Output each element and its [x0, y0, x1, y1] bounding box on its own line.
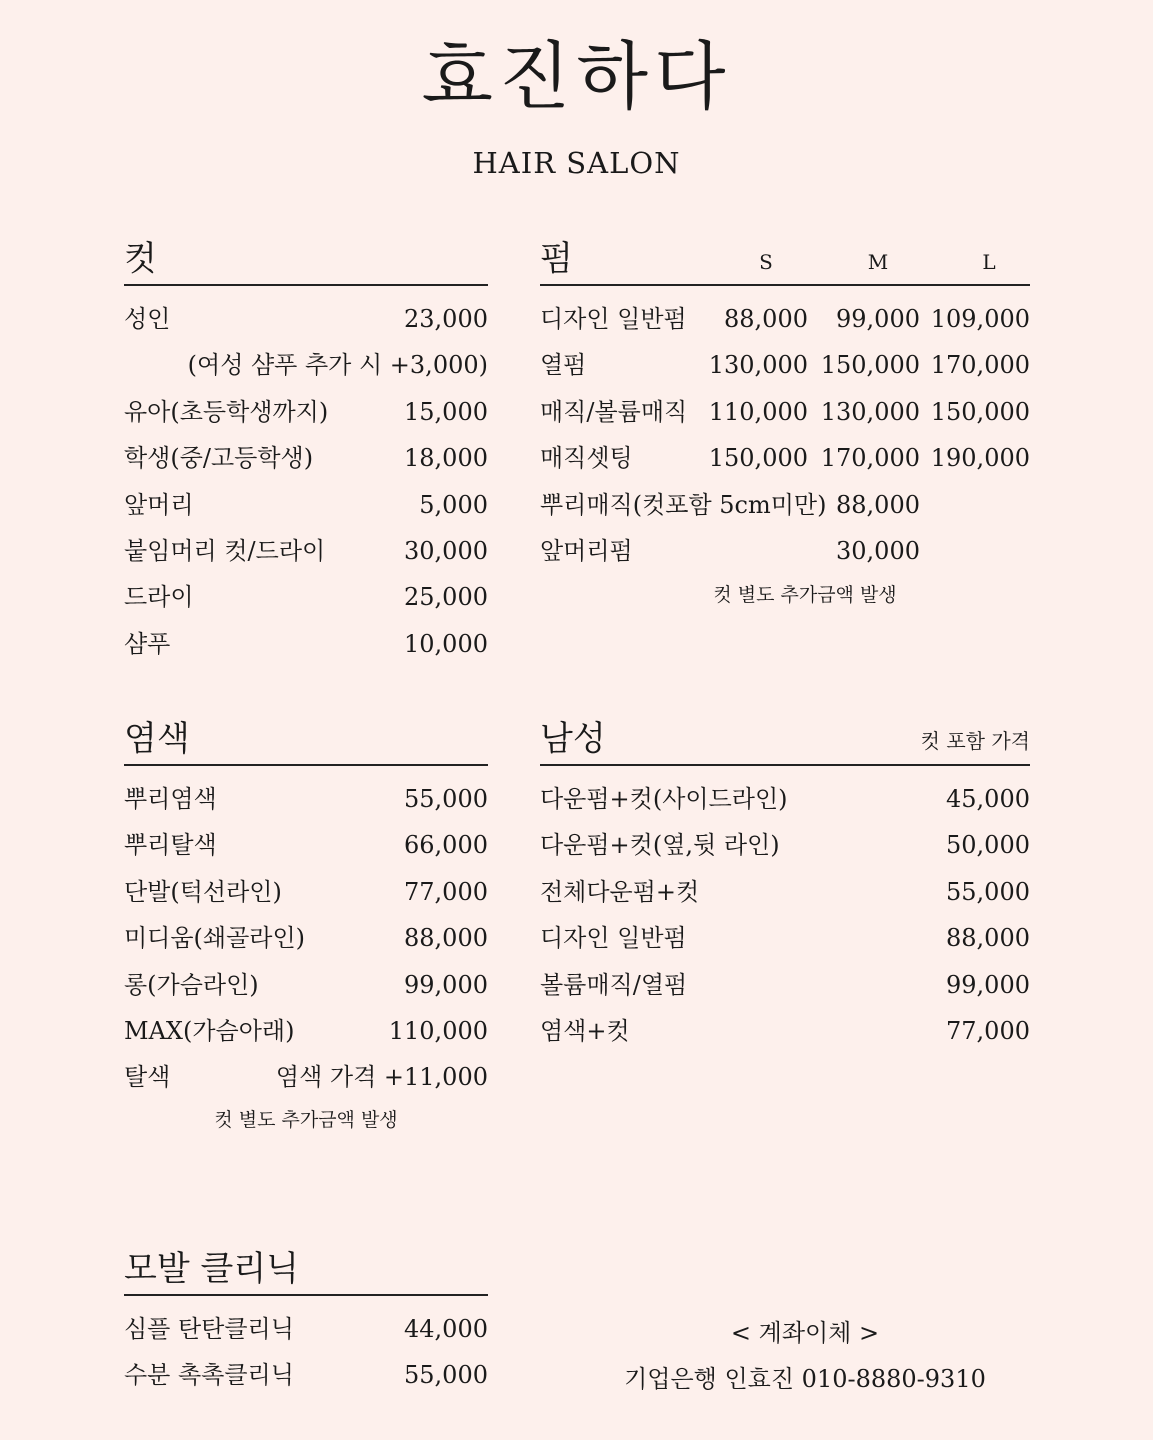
perm-price-m: 130,000 [820, 397, 920, 426]
color-item-label: MAX(가슴아래) [124, 1016, 295, 1045]
men-item-label: 전체다운펌+컷 [540, 877, 700, 906]
men-item-price: 88,000 [946, 924, 1030, 953]
cut-item-price: 18,000 [404, 444, 488, 473]
color-item [124, 877, 488, 923]
cut-item-price: 15,000 [404, 397, 488, 426]
clinic-item-label: 심플 탄탄클리닉 [124, 1315, 294, 1343]
cut-item-price: 25,000 [404, 583, 488, 612]
cut-title: 컷 [124, 239, 157, 279]
color-item-price: 110,000 [388, 1016, 488, 1045]
cut-item-label: 붙임머리 컷/드라이 [124, 536, 326, 565]
cut-item [124, 490, 488, 536]
perm-item-label: 매직셋팅 [540, 444, 633, 473]
perm-price-m: 88,000 [836, 490, 920, 519]
cut-item [124, 629, 488, 675]
men-item [540, 877, 1030, 923]
cut-list [124, 304, 488, 675]
cut-item [124, 397, 488, 443]
size-label-m: M [867, 250, 889, 274]
color-section [124, 708, 488, 1132]
perm-item-label: 매직/볼륨매직 [540, 397, 688, 426]
perm-price-l: 150,000 [930, 397, 1030, 426]
perm-price-m: 170,000 [820, 444, 920, 473]
cut-item [124, 582, 488, 628]
cut-item [124, 536, 488, 582]
color-item-price: 66,000 [404, 831, 488, 860]
perm-item [540, 350, 1030, 396]
cut-item-price: (여성 샴푸 추가 시 +3,000) [187, 351, 488, 380]
color-item-price: 99,000 [404, 970, 488, 999]
color-item [124, 1016, 488, 1062]
men-item-price: 77,000 [946, 1016, 1030, 1045]
color-list [124, 784, 488, 1109]
perm-price-m: 99,000 [836, 305, 920, 333]
men-item-price: 99,000 [946, 970, 1030, 999]
cut-section [124, 228, 488, 675]
men-item-label: 다운펌+컷(옆,뒷 라인) [540, 831, 780, 860]
men-item-label: 염색+컷 [540, 1016, 630, 1045]
color-item-price: 77,000 [404, 877, 488, 906]
perm-item [540, 397, 1030, 443]
cut-item-label: 샴푸 [124, 629, 171, 658]
clinic-item-price: 55,000 [404, 1361, 488, 1390]
men-list [540, 784, 1030, 1062]
color-header [124, 708, 488, 766]
color-item-label: 뿌리탈색 [124, 831, 217, 860]
account-info: 기업은행 인효진 010-8880-9310 [624, 1365, 986, 1393]
perm-title: 펌 [540, 239, 573, 279]
clinic-section [124, 1238, 488, 1407]
size-label-s: S [759, 250, 773, 274]
perm-item-label: 열펌 [540, 351, 587, 380]
cut-item-label: 학생(중/고등학생) [124, 444, 314, 473]
perm-item [540, 490, 1030, 536]
cut-item [124, 350, 488, 396]
color-note: 컷 별도 추가금액 발생 [214, 1108, 398, 1131]
perm-price-s: 150,000 [708, 444, 808, 473]
salon-title: 효진하다 [421, 34, 732, 120]
men-title: 남성 [540, 719, 606, 759]
cut-item-price: 5,000 [419, 490, 488, 519]
color-item-price: 88,000 [404, 924, 488, 953]
color-item-price: 염색 가격 +11,000 [275, 1063, 488, 1092]
men-section [540, 708, 1030, 1062]
clinic-title: 모발 클리닉 [124, 1249, 300, 1289]
color-item-label: 탈색 [124, 1063, 171, 1092]
perm-price-l: 170,000 [930, 351, 1030, 380]
men-item-label: 볼륨매직/열펌 [540, 970, 688, 999]
perm-price-m: 150,000 [820, 351, 920, 380]
color-item [124, 830, 488, 876]
perm-list [540, 304, 1030, 582]
perm-price-l: 190,000 [930, 444, 1030, 473]
perm-price-m: 30,000 [836, 536, 920, 565]
men-item [540, 784, 1030, 830]
clinic-item [124, 1314, 488, 1360]
color-item [124, 784, 488, 830]
color-item-label: 롱(가슴라인) [124, 970, 259, 999]
men-item [540, 923, 1030, 969]
cut-item-label: 성인 [124, 305, 171, 333]
perm-item-label: 앞머리펌 [540, 536, 633, 565]
cut-header [124, 228, 488, 286]
men-item [540, 830, 1030, 876]
perm-item [540, 304, 1030, 350]
men-item-price: 55,000 [946, 877, 1030, 906]
perm-price-s: 110,000 [708, 397, 808, 426]
account-heading: < 계좌이체 > [730, 1319, 880, 1347]
men-item-label: 디자인 일반펌 [540, 924, 687, 953]
men-item [540, 970, 1030, 1016]
color-item [124, 1062, 488, 1108]
perm-section [540, 228, 1030, 607]
men-item-label: 다운펌+컷(사이드라인) [540, 785, 788, 813]
size-label-l: L [982, 250, 996, 274]
cut-item-label: 드라이 [124, 583, 194, 612]
men-item-price: 45,000 [946, 785, 1030, 813]
perm-price-s: 88,000 [724, 305, 808, 333]
color-item [124, 970, 488, 1016]
color-item-price: 55,000 [404, 785, 488, 813]
color-item-label: 뿌리염색 [124, 785, 217, 813]
men-header [540, 708, 1030, 766]
perm-price-l: 109,000 [930, 305, 1030, 333]
salon-subtitle: HAIR SALON [472, 146, 681, 180]
color-item [124, 923, 488, 969]
perm-item [540, 536, 1030, 582]
color-title: 염색 [124, 719, 190, 759]
clinic-list [124, 1314, 488, 1407]
cut-item [124, 443, 488, 489]
clinic-item-label: 수분 촉촉클리닉 [124, 1361, 294, 1390]
perm-header [540, 228, 1030, 286]
clinic-item-price: 44,000 [404, 1315, 488, 1343]
cut-item-label: 앞머리 [124, 490, 194, 519]
clinic-item [124, 1360, 488, 1406]
cut-item-price: 23,000 [404, 305, 488, 333]
cut-item-label: 유아(초등학생까지) [124, 397, 329, 426]
perm-note: 컷 별도 추가금액 발생 [713, 584, 897, 607]
perm-item-label: 뿌리매직(컷포함 5cm미만) [540, 490, 827, 519]
color-item-label: 단발(턱선라인) [124, 877, 282, 906]
men-item [540, 1016, 1030, 1062]
color-item-label: 미디움(쇄골라인) [124, 924, 306, 953]
perm-item [540, 443, 1030, 489]
clinic-header [124, 1238, 488, 1296]
cut-item-price: 30,000 [404, 536, 488, 565]
cut-item [124, 304, 488, 350]
perm-price-s: 130,000 [708, 351, 808, 380]
cut-item-price: 10,000 [404, 629, 488, 658]
perm-item-label: 디자인 일반펌 [540, 305, 687, 333]
men-item-price: 50,000 [946, 831, 1030, 860]
men-note: 컷 포함 가격 [920, 729, 1030, 753]
